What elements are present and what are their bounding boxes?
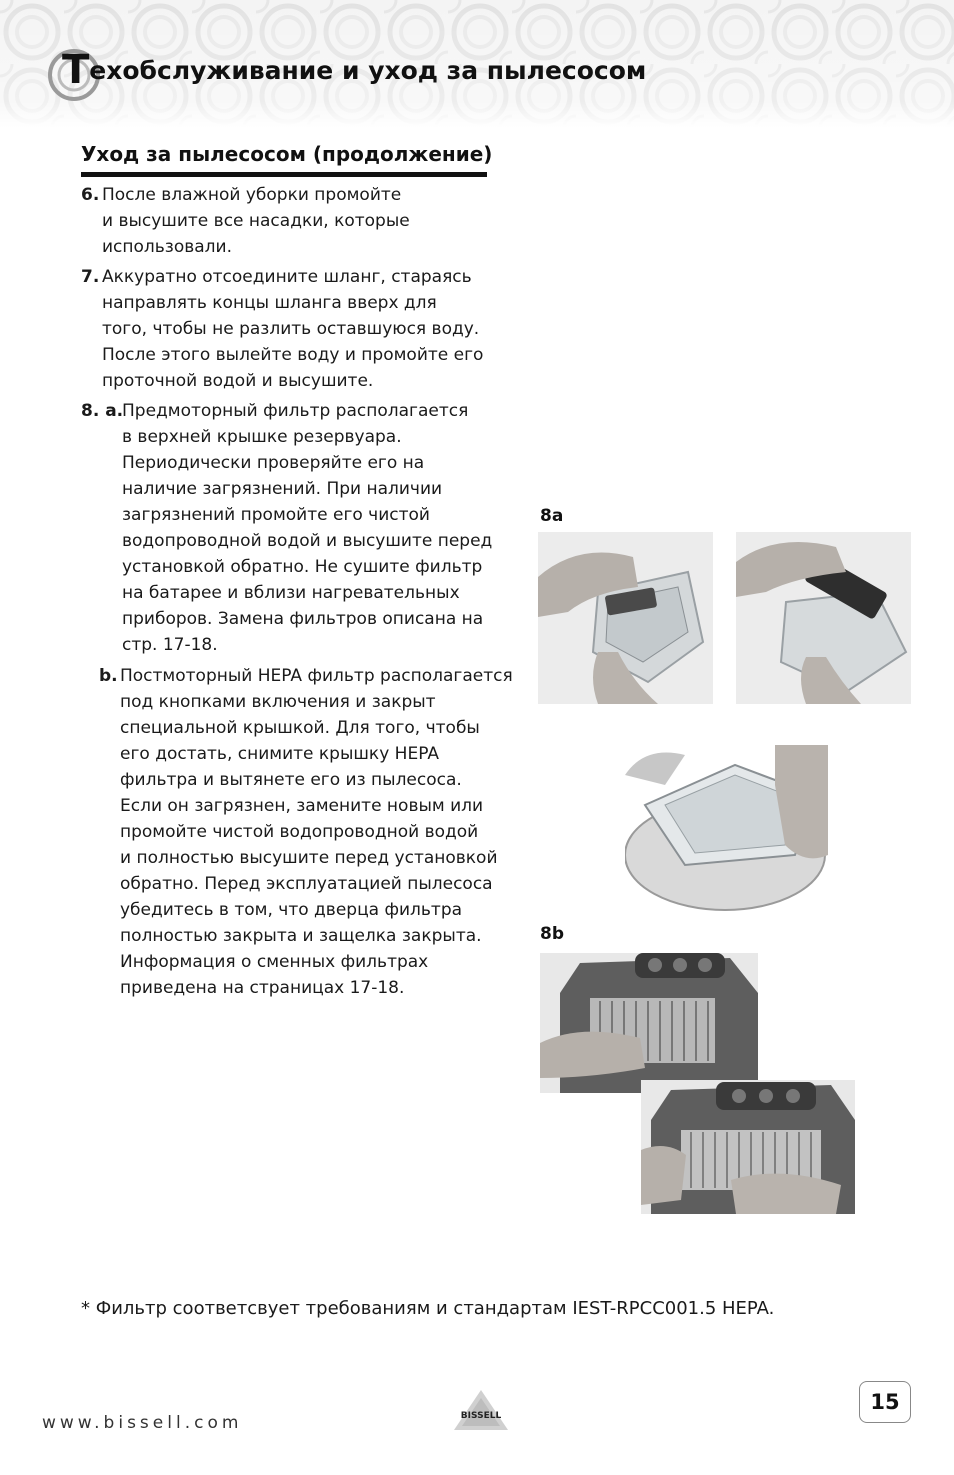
step-line: фильтра и вытянете его из пылесоса. bbox=[120, 770, 462, 790]
page-title-rest: ехобслуживание и уход за пылесосом bbox=[89, 56, 647, 85]
step-line: использовали. bbox=[102, 237, 232, 257]
step-6-number: 6. bbox=[81, 185, 100, 205]
step-line: Периодически проверяйте его на bbox=[122, 453, 425, 473]
step-8b bbox=[99, 663, 513, 1001]
step-line: направлять концы шланга вверх для bbox=[102, 293, 437, 313]
step-8a bbox=[81, 398, 492, 658]
page-title-initial: Т bbox=[62, 47, 90, 93]
step-6 bbox=[81, 182, 410, 260]
step-line: специальной крышкой. Для того, чтобы bbox=[120, 718, 480, 738]
step-7-number: 7. bbox=[81, 267, 100, 287]
step-line: установкой обратно. Не сушите фильтр bbox=[122, 557, 483, 577]
page-title bbox=[62, 47, 647, 93]
step-line: приборов. Замена фильтров описана на bbox=[122, 609, 484, 629]
step-line: Аккуратно отсоедините шланг, стараясь bbox=[102, 267, 472, 287]
step-line: наличие загрязнений. При наличии bbox=[122, 479, 443, 499]
step-line: После влажной уборки промойте bbox=[102, 185, 402, 205]
step-7 bbox=[81, 264, 483, 394]
step-6-text bbox=[81, 182, 410, 260]
step-line: его достать, снимите крышку HEPA bbox=[120, 744, 439, 764]
step-line: промойте чистой водопроводной водой bbox=[120, 822, 479, 842]
step-8b-text bbox=[99, 663, 513, 1001]
photo-8a-lid-installed bbox=[625, 745, 828, 912]
step-line: После этого вылейте воду и промойте его bbox=[102, 345, 484, 365]
step-line: стр. 17-18. bbox=[122, 635, 218, 655]
hepa-footnote: * Фильтр соответсвует требованиям и стандартам IEST-RPCC001.5 HEPA. bbox=[81, 1298, 775, 1319]
step-line: Если он загрязнен, замените новым или bbox=[120, 796, 484, 816]
photo-8b-hepa-door-open bbox=[540, 953, 758, 1093]
step-line: Предмоторный фильтр располагается bbox=[122, 401, 469, 421]
step-line: приведена на страницах 17-18. bbox=[120, 978, 405, 998]
photo-8a-filter-removal bbox=[538, 532, 713, 704]
photo-8a-filter-lifted bbox=[736, 532, 911, 704]
page-number: 15 bbox=[859, 1381, 911, 1423]
photo-8b-hepa-filter-pull bbox=[641, 1080, 855, 1214]
step-line: загрязнений промойте его чистой bbox=[122, 505, 430, 525]
step-line: обратно. Перед эксплуатацией пылесоса bbox=[120, 874, 493, 894]
step-line: Информация о сменных фильтрах bbox=[120, 952, 429, 972]
step-line: убедитесь в том, что дверца фильтра bbox=[120, 900, 463, 920]
step-line: проточной водой и высушите. bbox=[102, 371, 374, 391]
step-line: Постмоторный HEPA фильтр располагается bbox=[120, 666, 513, 686]
step-8b-number: b. bbox=[99, 666, 118, 686]
step-line: под кнопками включения и закрыт bbox=[120, 692, 436, 712]
figure-8a-label: 8a bbox=[540, 506, 564, 526]
step-8a-number: 8. a. bbox=[81, 401, 124, 421]
figure-8b-label: 8b bbox=[540, 924, 564, 944]
bissell-logo bbox=[448, 1388, 514, 1432]
step-8a-text bbox=[81, 398, 492, 658]
step-line: в верхней крышке резервуара. bbox=[122, 427, 402, 447]
brand-text: BISSELL bbox=[460, 1411, 502, 1421]
step-line: того, чтобы не разлить оставшуюся воду. bbox=[102, 319, 480, 339]
step-line: на батарее и вблизи нагревательных bbox=[122, 583, 460, 603]
step-line: водопроводной водой и высушите перед bbox=[122, 531, 493, 551]
step-line: и высушите все насадки, которые bbox=[102, 211, 410, 231]
step-7-text bbox=[81, 264, 483, 394]
website-link[interactable]: www.bissell.com bbox=[42, 1413, 243, 1433]
section-heading: Уход за пылесосом (продолжение) bbox=[81, 142, 487, 177]
step-line: полностью закрыта и защелка закрыта. bbox=[120, 926, 482, 946]
step-line: и полностью высушите перед установкой bbox=[120, 848, 498, 868]
